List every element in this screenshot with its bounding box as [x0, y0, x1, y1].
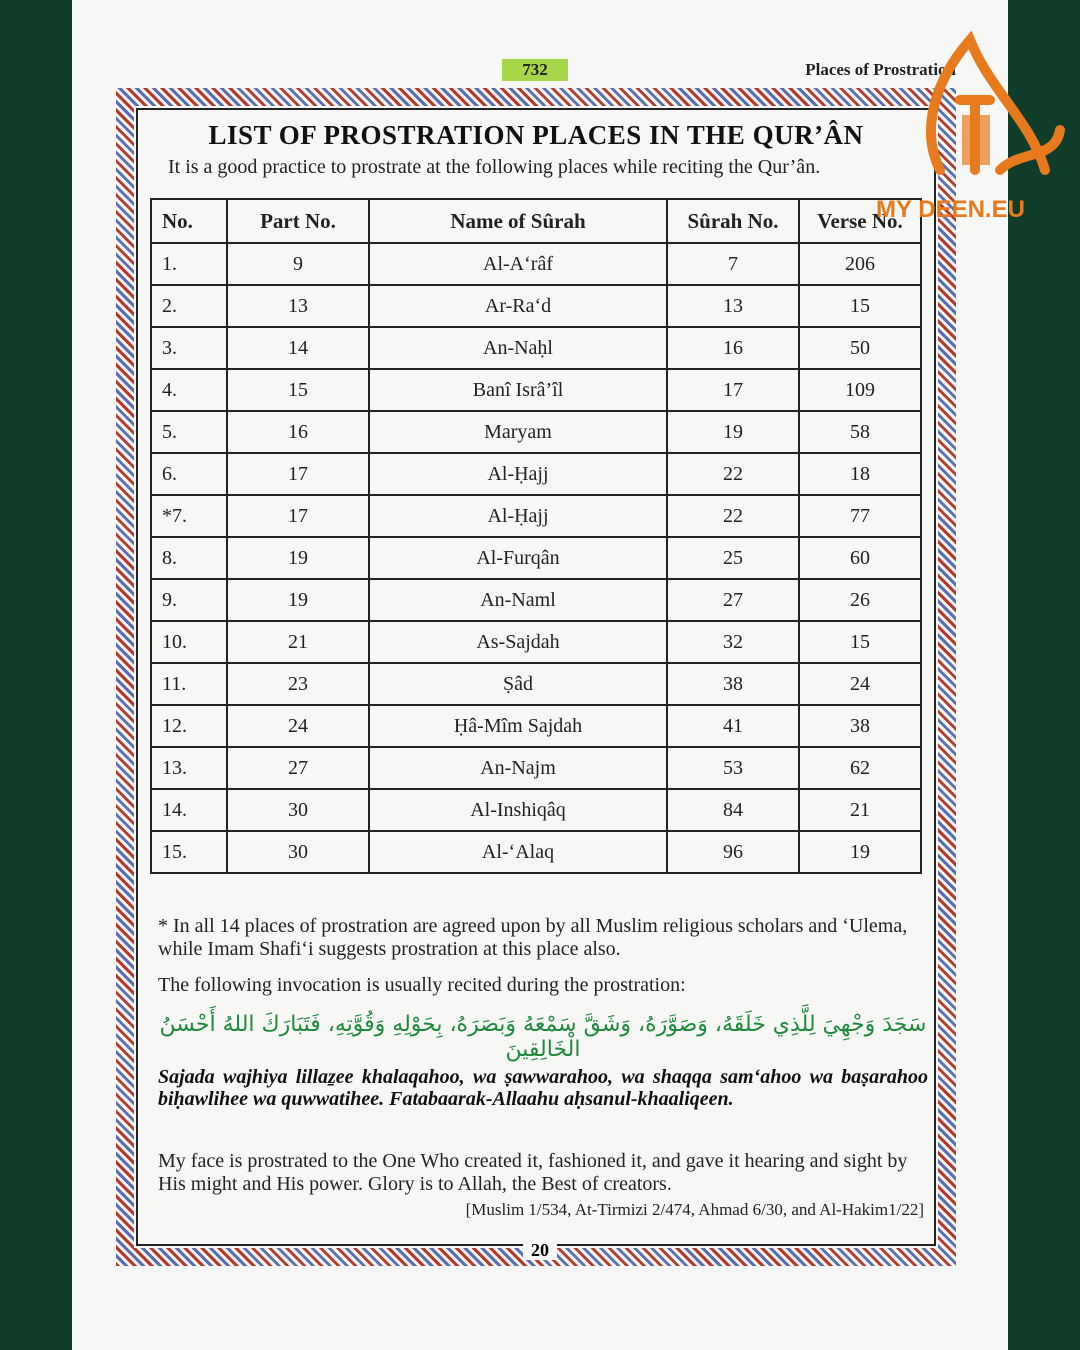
cell-verse: 26 — [799, 579, 921, 621]
cell-surah-name: Al-Furqân — [369, 537, 667, 579]
cell-no: 2. — [151, 285, 227, 327]
cell-part: 13 — [227, 285, 369, 327]
cell-surah-no: 84 — [667, 789, 799, 831]
cell-surah-no: 16 — [667, 327, 799, 369]
cell-part: 9 — [227, 243, 369, 285]
source-citation: [Muslim 1/534, At-Tirmizi 2/474, Ahmad 6/30, and Al-Hakim1/22] — [465, 1200, 924, 1219]
page-number: 732 — [502, 59, 568, 81]
cell-no: 15. — [151, 831, 227, 873]
book-page — [72, 0, 1008, 1350]
cell-surah-name: Al-Ḥajj — [369, 495, 667, 537]
cell-surah-name: An-Naml — [369, 579, 667, 621]
cell-verse: 77 — [799, 495, 921, 537]
footer-page-number — [72, 1240, 1008, 1261]
cell-surah-no: 19 — [667, 411, 799, 453]
cell-part: 19 — [227, 537, 369, 579]
cell-surah-name: Al-‘Alaq — [369, 831, 667, 873]
cell-no: 3. — [151, 327, 227, 369]
cell-surah-no: 22 — [667, 495, 799, 537]
table-row — [151, 243, 921, 285]
cell-surah-name: Ar-Ra‘d — [369, 285, 667, 327]
watermark-label: MY DEEN.EU — [876, 196, 1025, 223]
cell-no: 13. — [151, 747, 227, 789]
cell-no: 14. — [151, 789, 227, 831]
page-title: LIST OF PROSTRATION PLACES IN THE QUR’ÂN — [208, 120, 864, 150]
cell-part: 14 — [227, 327, 369, 369]
cell-surah-no: 7 — [667, 243, 799, 285]
transliteration: Sajada wajhiya lillaẕee khalaqahoo, wa ṣawwarahoo, wa shaqqa sam‘ahoo wa baṣarahoo biḥawlihee wa quwwatihee. Fatabaarak-Allaahu aḥsanul-khaaliqeen. — [158, 1066, 928, 1110]
cell-part: 17 — [227, 495, 369, 537]
cell-surah-no: 13 — [667, 285, 799, 327]
cell-surah-name: Ṣâd — [369, 663, 667, 705]
cell-no: 11. — [151, 663, 227, 705]
cell-surah-no: 22 — [667, 453, 799, 495]
cell-surah-name: Al-Inshiqâq — [369, 789, 667, 831]
cell-verse: 15 — [799, 285, 921, 327]
table-row — [151, 369, 921, 411]
footnote: * In all 14 places of prostration are agreed upon by all Muslim religious scholars and ‘Ulema, while Imam Shafi‘i suggests prostration at this place also. — [158, 915, 908, 960]
cell-surah-no: 32 — [667, 621, 799, 663]
column-header-no: No. — [151, 199, 227, 243]
cell-surah-name: Banî Isrâ’îl — [369, 369, 667, 411]
cell-surah-name: Maryam — [369, 411, 667, 453]
cell-verse: 21 — [799, 789, 921, 831]
cell-surah-name: Al-Ḥajj — [369, 453, 667, 495]
arabic-invocation: سَجَدَ وَجْهِيَ لِلَّذِي خَلَقَهُ، وَصَوَّرَهُ، وَشَقَّ سَمْعَهُ وَبَصَرَهُ، بِحَوْلِهِ وَقُوَّتِهِ، فَتَبَارَكَ اللهُ أَحْسَنُ الْخَالِقِينَ — [159, 1012, 927, 1062]
cell-part: 19 — [227, 579, 369, 621]
cell-surah-name: Ḥâ-Mîm Sajdah — [369, 705, 667, 747]
cell-verse: 18 — [799, 453, 921, 495]
table-row — [151, 495, 921, 537]
cell-part: 21 — [227, 621, 369, 663]
cell-no: 6. — [151, 453, 227, 495]
table-header-row — [151, 199, 921, 243]
cell-verse: 60 — [799, 537, 921, 579]
cell-part: 16 — [227, 411, 369, 453]
cell-no: 4. — [151, 369, 227, 411]
cell-verse: 15 — [799, 621, 921, 663]
cell-part: 30 — [227, 831, 369, 873]
running-head: Places of Prostration — [805, 60, 956, 79]
cell-surah-no: 27 — [667, 579, 799, 621]
table-row — [151, 327, 921, 369]
cell-no: 10. — [151, 621, 227, 663]
table-row — [151, 705, 921, 747]
table-row — [151, 621, 921, 663]
cell-surah-name: An-Najm — [369, 747, 667, 789]
prostration-table — [150, 198, 922, 874]
cell-surah-no: 41 — [667, 705, 799, 747]
cell-verse: 50 — [799, 327, 921, 369]
cell-verse: 109 — [799, 369, 921, 411]
cell-no: 9. — [151, 579, 227, 621]
cell-surah-no: 96 — [667, 831, 799, 873]
cell-surah-no: 25 — [667, 537, 799, 579]
cell-verse: 38 — [799, 705, 921, 747]
translation: My face is prostrated to the One Who created it, fashioned it, and gave it hearing and sight by His might and His power. Glory is to Allah, the Best of creators. — [158, 1150, 908, 1195]
column-header-surah-no: Sûrah No. — [667, 199, 799, 243]
cell-surah-no: 53 — [667, 747, 799, 789]
table-row — [151, 453, 921, 495]
table-row — [151, 789, 921, 831]
cell-part: 30 — [227, 789, 369, 831]
cell-part: 23 — [227, 663, 369, 705]
cell-verse: 58 — [799, 411, 921, 453]
cell-verse: 19 — [799, 831, 921, 873]
table-row — [151, 579, 921, 621]
cell-no: 1. — [151, 243, 227, 285]
cell-surah-name: An-Naḥl — [369, 327, 667, 369]
cell-surah-no: 38 — [667, 663, 799, 705]
cell-surah-no: 17 — [667, 369, 799, 411]
cell-surah-name: As-Sajdah — [369, 621, 667, 663]
table-row — [151, 831, 921, 873]
footer-page-number-label: 20 — [523, 1240, 557, 1260]
cell-verse: 62 — [799, 747, 921, 789]
cell-part: 17 — [227, 453, 369, 495]
cell-part: 15 — [227, 369, 369, 411]
intro-text: It is a good practice to prostrate at the following places while reciting the Qur’ân. — [168, 156, 821, 178]
table-body — [151, 243, 921, 873]
cell-no: *7. — [151, 495, 227, 537]
cell-part: 27 — [227, 747, 369, 789]
column-header-part: Part No. — [227, 199, 369, 243]
cell-part: 24 — [227, 705, 369, 747]
column-header-surah-name: Name of Sûrah — [369, 199, 667, 243]
table-row — [151, 285, 921, 327]
cell-no: 12. — [151, 705, 227, 747]
table-row — [151, 537, 921, 579]
cell-no: 5. — [151, 411, 227, 453]
cell-verse: 206 — [799, 243, 921, 285]
table-row — [151, 663, 921, 705]
column-header-verse: Verse No. — [799, 199, 921, 243]
table-row — [151, 411, 921, 453]
invocation-intro: The following invocation is usually recited during the prostration: — [158, 974, 686, 996]
cell-no: 8. — [151, 537, 227, 579]
cell-surah-name: Al-A‘râf — [369, 243, 667, 285]
table-row — [151, 747, 921, 789]
cell-verse: 24 — [799, 663, 921, 705]
